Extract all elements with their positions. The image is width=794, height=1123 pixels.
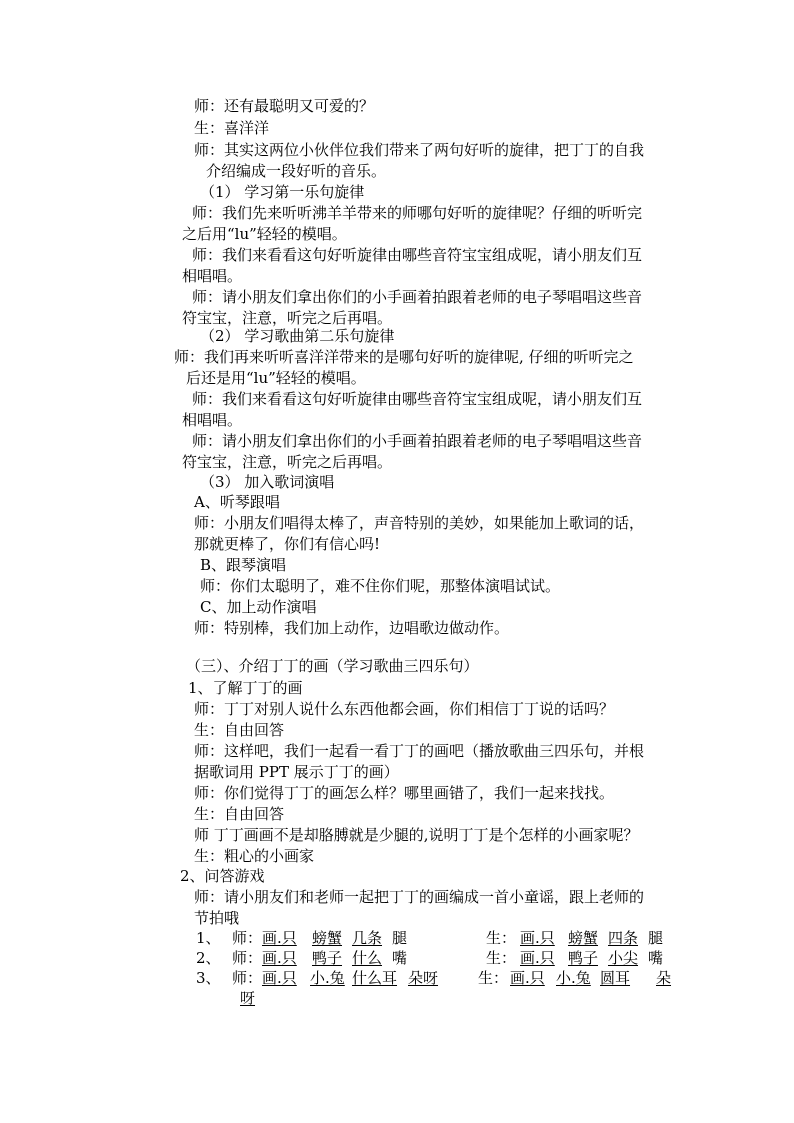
text-line: 师：请小朋友们拿出你们的小手画着拍跟着老师的电子琴唱唱这些音 <box>192 288 643 306</box>
text-line: A、听琴跟唱 <box>194 493 280 511</box>
text-line: 师：你们太聪明了，难不住你们呢，那整体演唱试试。 <box>200 577 561 595</box>
student-label: 生： <box>478 969 509 987</box>
lyric-word: 画.只 <box>262 969 297 987</box>
lyric-word: 呀 <box>240 989 256 1007</box>
lyric-word: 朵 <box>656 969 672 987</box>
row-number: 1、 <box>196 929 221 947</box>
lyric-word: 嘴 <box>648 949 664 967</box>
text-line: 师：请小朋友们拿出你们的小手画着拍跟着老师的电子琴唱唱这些音 <box>192 432 643 450</box>
lyric-word: 几条 <box>352 929 383 947</box>
text-line: 师：这样吧，我们一起看一看丁丁的画吧（播放歌曲三四乐句，并根 <box>194 742 645 760</box>
text-line: 师：特别棒，我们加上动作，边唱歌边做动作。 <box>194 619 510 637</box>
lyric-word: 朵呀 <box>408 969 439 987</box>
lyric-word: 画.只 <box>262 949 297 967</box>
text-line: 师：我们来看看这句好听旋律由哪些音符宝宝组成呢，请小朋友们互 <box>192 390 643 408</box>
lyric-word: 画.只 <box>520 929 555 947</box>
student-label: 生： <box>486 929 517 947</box>
lyric-word: 圆耳 <box>600 969 631 987</box>
lyric-word: 鸭子 <box>312 949 343 967</box>
lyric-word: 四条 <box>608 929 639 947</box>
text-line: 符宝宝，注意，听完之后再唱。 <box>182 309 393 327</box>
lyric-word: 螃蟹 <box>568 929 599 947</box>
row-number: 2、 <box>196 949 221 967</box>
section-heading: 1、了解丁丁的画 <box>188 679 303 697</box>
text-line: 生：喜洋洋 <box>194 119 270 137</box>
lyric-word: 小.兔 <box>556 969 591 987</box>
row-number: 3、 <box>196 969 221 987</box>
text-line: 相唱唱。 <box>182 267 243 285</box>
text-line: 介绍编成一段好听的音乐。 <box>206 162 387 180</box>
lyric-word: 嘴 <box>392 949 408 967</box>
lyric-word: 小.兔 <box>310 969 345 987</box>
text-line: 师：还有最聪明又可爱的？ <box>194 97 375 115</box>
lyric-word: 什么耳 <box>352 969 398 987</box>
text-line: 之后用“lu”轻轻的模唱。 <box>182 225 347 243</box>
text-line: 师 丁丁画画不是却胳膊就是少腿的,说明丁丁是个怎样的小画家呢？ <box>194 826 639 844</box>
lyric-word: 什么 <box>352 949 383 967</box>
text-line: 师：丁丁对别人说什么东西他都会画，你们相信丁丁说的话吗？ <box>194 700 615 718</box>
lyric-continuation <box>240 988 255 1008</box>
text-line: 师：小朋友们唱得太棒了，声音特别的美妙，如果能加上歌词的话， <box>194 514 645 532</box>
text-line: C、加上动作演唱 <box>200 598 317 616</box>
text-line: 师：你们觉得丁丁的画怎么样？哪里画错了，我们一起来找找。 <box>194 784 615 802</box>
text-line: 相唱唱。 <box>182 411 243 429</box>
section-heading: （2） 学习歌曲第二乐句旋律 <box>200 327 395 345</box>
section-heading: （3） 加入歌词演唱 <box>200 473 335 491</box>
teacher-label: 师： <box>232 949 263 967</box>
text-line: 据歌词用 PPT 展示丁丁的画） <box>194 763 399 781</box>
text-line: 那就更棒了，你们有信心吗! <box>194 535 381 553</box>
text-line: 生：粗心的小画家 <box>194 847 315 865</box>
text-line: 后还是用“lu”轻轻的模唱。 <box>186 369 366 387</box>
text-line: 师：我们先来听听沸羊羊带来的师哪句好听的旋律呢？仔细的听听完 <box>192 204 643 222</box>
teacher-label: 师： <box>232 929 263 947</box>
lyric-word: 鸭子 <box>568 949 599 967</box>
section-heading: 2、问答游戏 <box>180 867 265 885</box>
text-line: 节拍哦 <box>194 909 240 927</box>
lyric-word: 小尖 <box>608 949 639 967</box>
text-line: 生：自由回答 <box>194 721 285 739</box>
text-line: 师：我们再来听听喜洋洋带来的是哪句好听的旋律呢, 仔细的听听完之 <box>174 348 634 366</box>
lyric-word: 画.只 <box>520 949 555 967</box>
lyric-word: 画.只 <box>510 969 545 987</box>
section-heading: （1） 学习第一乐句旋律 <box>200 183 365 201</box>
lyric-word: 画.只 <box>262 929 297 947</box>
text-line: 生：自由回答 <box>194 805 285 823</box>
teacher-label: 师： <box>232 969 263 987</box>
lyric-word: 腿 <box>648 929 664 947</box>
text-line: B、跟琴演唱 <box>200 556 287 574</box>
text-line: 师：其实这两位小伙伴位我们带来了两句好听的旋律，把丁丁的自我 <box>194 141 645 159</box>
text-line: 师：我们来看看这句好听旋律由哪些音符宝宝组成呢，请小朋友们互 <box>192 246 643 264</box>
lyric-word: 螃蟹 <box>312 929 343 947</box>
section-heading: （三）、介绍丁丁的画（学习歌曲三四乐句） <box>186 657 479 675</box>
text-line: 师：请小朋友们和老师一起把丁丁的画编成一首小童谣，跟上老师的 <box>194 888 645 906</box>
lyric-word: 腿 <box>392 929 408 947</box>
text-line: 符宝宝，注意，听完之后再唱。 <box>182 453 393 471</box>
student-label: 生： <box>486 949 517 967</box>
